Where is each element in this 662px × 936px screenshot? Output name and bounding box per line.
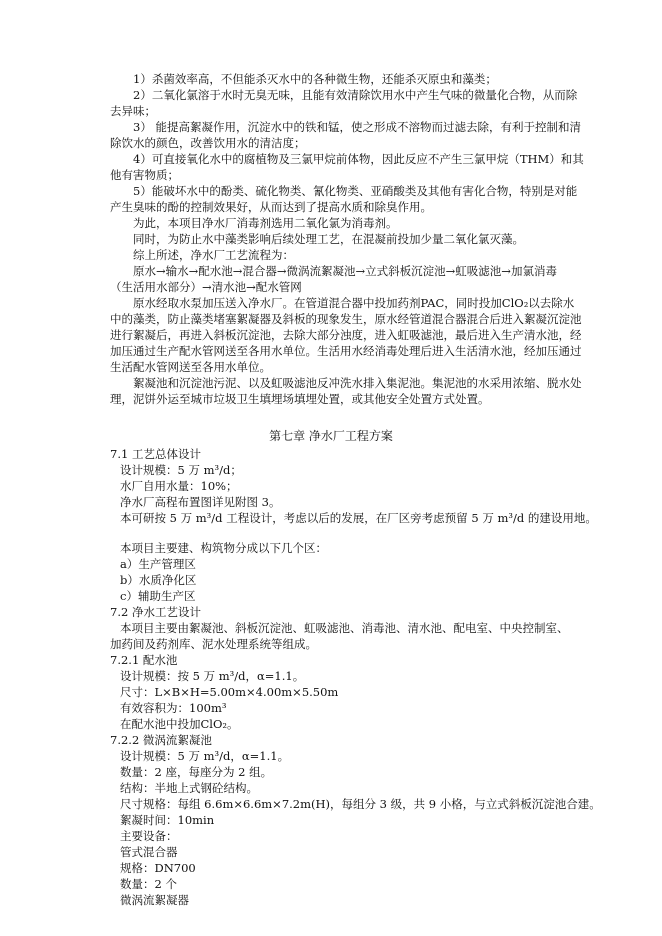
section-line: 尺寸：L×B×H=5.00m×4.00m×5.50m (120, 685, 339, 699)
section-line: 设计规模：按 5 万 m³/d，α=1.1。 (120, 669, 305, 683)
paragraph-line: 理，泥饼外运至城市垃圾卫生填埋场填埋处置，或其他安全处置方式处置。 (110, 392, 490, 406)
section-heading-7-2: 7.2 净水工艺设计 (110, 605, 201, 619)
section-line: 水厂自用水量：10%； (120, 479, 238, 493)
paragraph-line: 为此，本项目净水厂消毒剂选用二氧化氯为消毒剂。 (133, 216, 398, 230)
paragraph-line: 中的藻类，防止藻类堵塞絮凝器及斜板的现象发生，原水经管道混合器混合后进入絮凝沉淀池 (110, 312, 582, 326)
section-line: 絮凝时间：10min (120, 813, 215, 827)
section-line: 结构：半地上式钢砼结构。 (120, 781, 258, 795)
paragraph-line: 进行絮凝后，再进入斜板沉淀池，去除大部分浊度，进入虹吸滤池，最后进入生产清水池，经 (110, 328, 582, 342)
section-line: 尺寸规格：每组 6.6m×6.6m×7.2m(H)，每组分 3 级，共 9 小格，与立式斜板沉淀池合建。 (120, 797, 601, 811)
paragraph-line: 2）二氧化氯溶于水时无臭无味，且能有效清除饮用水中产生气味的微量化合物，从而除 (133, 88, 578, 102)
section-heading-7-2-2: 7.2.2 微涡流絮凝池 (110, 733, 212, 747)
paragraph-line: 1）杀菌效率高，不但能杀灭水中的各种微生物，还能杀灭原虫和藻类； (133, 72, 497, 86)
paragraph-line: 生活配水管网送至各用水单位。 (110, 360, 271, 374)
section-heading-7-2-1: 7.2.1 配水池 (110, 653, 178, 667)
list-item: c）辅助生产区 (120, 589, 196, 603)
paragraph-line: 5）能破坏水中的酚类、硫化物类、氰化物类、亚硝酸类及其他有害化合物，特别是对能 (133, 184, 578, 198)
paragraph-line: 絮凝池和沉淀池污泥、以及虹吸滤池反冲洗水排入集泥池。集泥池的水采用浓缩、脱水处 (133, 376, 582, 390)
paragraph-line: 除饮水的颜色，改善饮用水的清洁度； (110, 136, 306, 150)
paragraph-line: 他有害物质； (110, 168, 179, 182)
paragraph-line: 去异味； (110, 104, 156, 118)
paragraph-line: 4）可直接氧化水中的腐植物及三氯甲烷前体物，因此反应不产生三氯甲烷（THM）和其 (133, 152, 584, 166)
section-line: 数量：2 个 (120, 877, 177, 891)
paragraph-line: 综上所述，净水厂工艺流程为： (133, 248, 294, 262)
process-flow-line: 原水→输水→配水池→混合器→微涡流絮凝池→立式斜板沉淀池→虹吸滤池→加氯消毒 (133, 264, 557, 278)
list-item: a）生产管理区 (120, 557, 196, 571)
section-line: 本项目主要建、构筑物分成以下几个区： (120, 541, 327, 555)
section-line: 设计规模：5 万 m³/d，α=1.1。 (120, 749, 290, 763)
section-line: 微涡流絮凝器 (120, 893, 189, 907)
section-line: 净水厂高程布置图详见附图 3。 (120, 495, 281, 509)
paragraph-line: 加压通过生产配水管网送至各用水单位。生活用水经消毒处理后进入生活清水池，经加压通过 (110, 344, 582, 358)
paragraph-line: 产生臭味的酚的控制效果好，从而达到了提高水质和除臭作用。 (110, 200, 432, 214)
section-line: 规格：DN700 (120, 861, 196, 875)
section-line: 本可研按 5 万 m³/d 工程设计，考虑以后的发展，在厂区旁考虑预留 5 万 m³/d 的建设用地。 (120, 511, 597, 525)
section-heading-7-1: 7.1 工艺总体设计 (110, 447, 201, 461)
section-line: 数量：2 座，每座分为 2 组。 (120, 765, 273, 779)
section-line: 设计规模：5 万 m³/d； (120, 463, 242, 477)
chapter-title: 第七章 净水厂工程方案 (269, 429, 393, 443)
section-line: 有效容积为：100m³ (120, 701, 227, 715)
list-item: b）水质净化区 (120, 573, 197, 587)
paragraph-line: 3） 能提高絮凝作用，沉淀水中的铁和锰，使之形成不溶物而过滤去除，有利于控制和清 (133, 120, 581, 134)
section-line: 加药间及药剂库、泥水处理系统等组成。 (110, 637, 317, 651)
section-line: 在配水池中投加ClO₂。 (120, 717, 239, 731)
section-line: 本项目主要由絮凝池、斜板沉淀池、虹吸滤池、消毒池、清水池、配电室、中央控制室、 (120, 621, 569, 635)
section-line: 主要设备： (120, 829, 178, 843)
section-line: 管式混合器 (120, 845, 178, 859)
paragraph-line: 同时，为防止水中藻类影响后续处理工艺，在混凝前投加少量二氧化氯灭藻。 (133, 232, 524, 246)
process-flow-line: （生活用水部分）→清水池→配水管网 (110, 280, 302, 294)
paragraph-line: 原水经取水泵加压送入净水厂。在管道混合器中投加药剂PAC，同时投加ClO₂以去除水 (133, 296, 575, 310)
